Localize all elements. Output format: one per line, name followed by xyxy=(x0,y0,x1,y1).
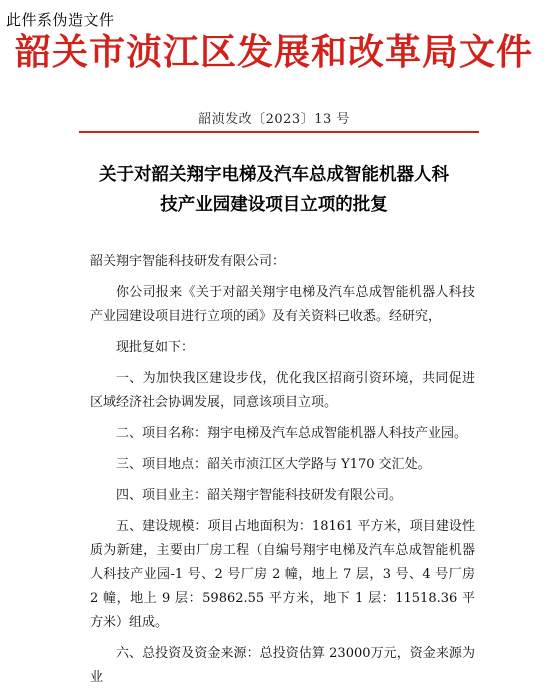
paragraph-item-6: 六、总投资及资金来源：总投资估算 23000万元，资金来源为业 xyxy=(90,646,475,685)
document-number: 韶浈发改〔2023〕13 号 xyxy=(198,112,350,127)
title-line-2: 技产业园建设项目立项的批复 xyxy=(160,195,388,215)
paragraph-item-5: 五、建设规模：项目占地面积为：18161 平方米，项目建设性质为新建，主要由厂房工程（自编号翔宇电梯及汽车总成智能机器人科技产业园-1 号、2 号厂房 2 幢，地上 7 层，3 号、4 号厂房 2 幢，地上 9 层：59862.55 平方米，地下 1 层：11518.36 平方米）组成。 xyxy=(90,519,475,630)
forgery-watermark: 此件系伪造文件 xyxy=(6,11,115,29)
paragraph-item-1: 一、为加快我区建设步伐，优化我区招商引资环境，共同促进区域经济社会协调发展，同意该项目立项。 xyxy=(90,371,475,410)
title-line-1: 关于对韶关翔宇电梯及汽车总成智能机器人科 xyxy=(99,165,449,185)
document-body xyxy=(90,250,475,697)
paragraph-item-2: 二、项目名称：翔宇电梯及汽车总成智能机器人科技产业园。 xyxy=(116,426,468,441)
paragraph-item-4: 四、项目业主：韶关翔宇智能科技研发有限公司。 xyxy=(116,488,403,503)
salutation: 韶关翔宇智能科技研发有限公司： xyxy=(90,254,286,269)
red-divider-line xyxy=(79,131,479,133)
issuing-office-header: 韶关市浈江区发展和改革局文件 xyxy=(14,31,533,73)
paragraph-reply-lead: 现批复如下： xyxy=(116,340,195,355)
paragraph-item-3: 三、项目地点：韶关市浈江区大学路与 Y170 交汇处。 xyxy=(116,457,431,472)
document-title xyxy=(60,160,488,220)
paragraph-intro: 你公司报来《关于对韶关翔宇电梯及汽车总成智能机器人科技产业园建设项目进行立项的函》及有关资料已收悉。经研究， xyxy=(90,285,475,324)
